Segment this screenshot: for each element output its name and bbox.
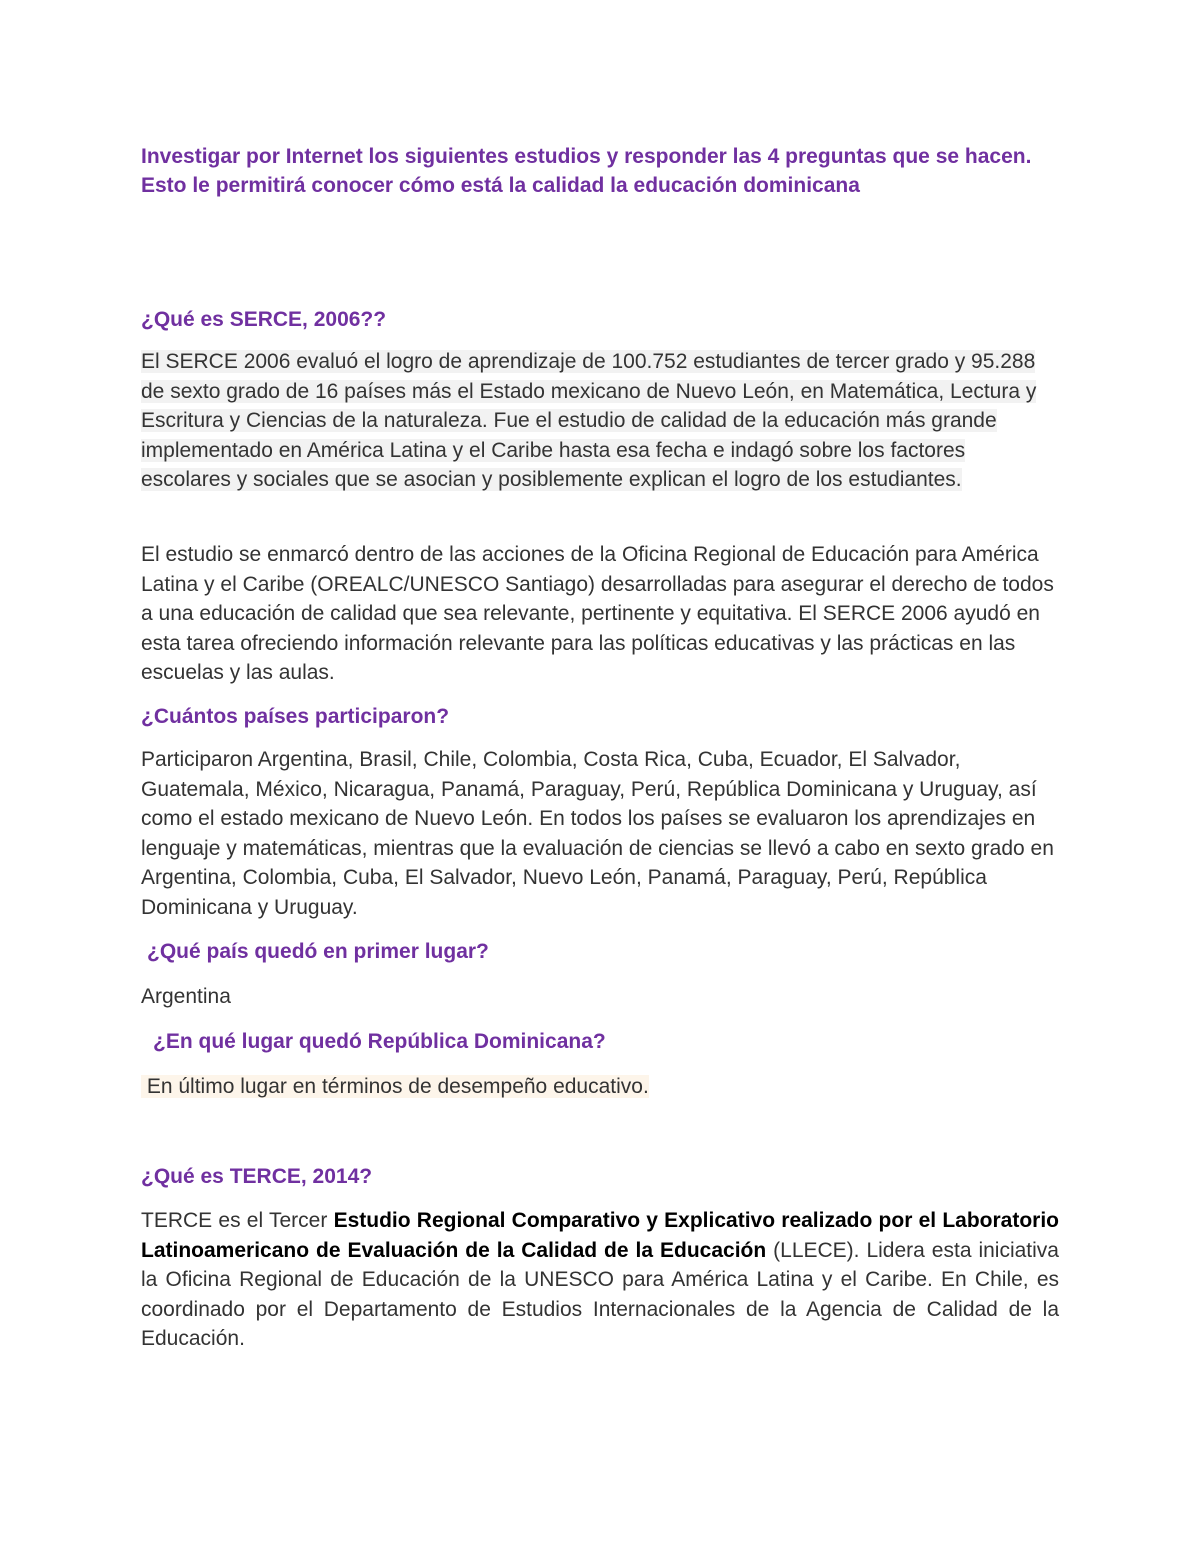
answer-dominican-place-text (141, 1075, 649, 1098)
intro-instructions: Investigar por Internet los siguientes estudios y responder las 4 preguntas que se hacen. Esto le permitirá conocer cómo está la calidad la educación dominicana (141, 145, 1032, 197)
document-page (141, 0, 1059, 1553)
answer-first-place: Argentina (141, 985, 231, 1008)
answer-countries: Participaron Argentina, Brasil, Chile, Colombia, Costa Rica, Cuba, Ecuador, El Salvador, Guatemala, México, Nicaragua, Panamá, Paraguay, Perú, República Dominicana y Uruguay, así como el estado mexicano de Nuevo León. En todos los países se evaluaron los aprendizajes en lenguaje y matemáticas, mientras que la evaluación de ciencias se llevó a cabo en sexto grado en Argentina, Colombia, Cuba, El Salvador, Nuevo León, Panamá, Paraguay, Perú, República Dominicana y Uruguay. (141, 748, 1054, 919)
serce-heading: ¿Qué es SERCE, 2006?? (141, 308, 387, 331)
serce-paragraph-1 (141, 347, 1059, 495)
terce-bold-definition: Estudio Regional Comparativo y Explicativo realizado por el Laboratorio Latinoamericano de Evaluación de la Calidad de la Educación (141, 1209, 1059, 1262)
question-dominican-place: ¿En qué lugar quedó República Dominicana? (153, 1030, 606, 1053)
terce-lead: TERCE es el Tercer (141, 1209, 334, 1232)
terce-rest: (LLECE). Lidera esta iniciativa la Oficina Regional de Educación de la UNESCO para América Latina y el Caribe. En Chile, es coordinado por el Departamento de Estudios Internacionales de la Agencia de Calidad de la Educación. (141, 1238, 1059, 1350)
answer-dominican-place-value: En último lugar en términos de desempeño educativo. (146, 1075, 649, 1098)
terce-heading: ¿Qué es TERCE, 2014? (141, 1165, 373, 1188)
question-first-place: ¿Qué país quedó en primer lugar? (147, 940, 489, 963)
serce-paragraph-2: El estudio se enmarcó dentro de las acciones de la Oficina Regional de Educación para América Latina y el Caribe (OREALC/UNESCO Santiago) desarrolladas para asegurar el derecho de todos a una educación de calidad que sea relevante, pertinente y equitativa. El SERCE 2006 ayudó en esta tarea ofreciendo información relevante para las políticas educativas y las prácticas en las escuelas y las aulas. (141, 543, 1054, 684)
question-countries: ¿Cuántos países participaron? (141, 705, 450, 728)
serce-paragraph-1-text: El SERCE 2006 evaluó el logro de aprendizaje de 100.752 estudiantes de tercer grado y 95.288 de sexto grado de 16 países más el Estado mexicano de Nuevo León, en Matemática, Lectura y Escritura y Ciencias de la naturaleza. Fue el estudio de calidad de la educación más grande implementado en América Latina y el Caribe hasta esa fecha e indagó sobre los factores escolares y sociales que se asocian y posiblemente explican el logro de los estudiantes. (141, 350, 1037, 491)
answer-dominican-place (141, 1072, 1059, 1102)
terce-paragraph (141, 1206, 1059, 1354)
